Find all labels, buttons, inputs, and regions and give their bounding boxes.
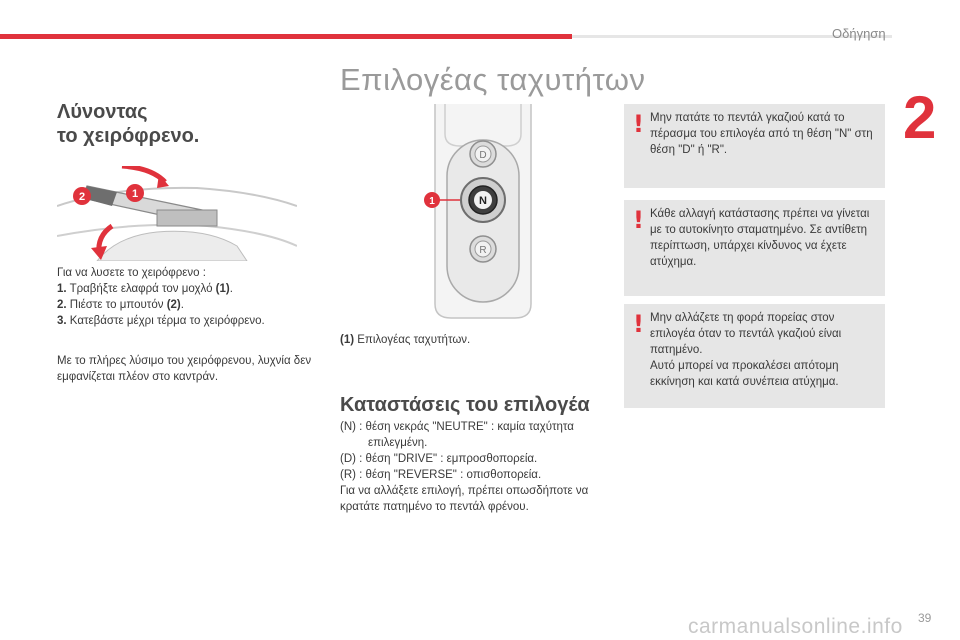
- positions-footer: Για να αλλάξετε επιλογή, πρέπει οπωσδήποτε να κρατάτε πατημένο το πεντάλ φρένου.: [340, 485, 589, 513]
- warning-box: [624, 104, 885, 188]
- step-number: 3.: [57, 315, 67, 327]
- warning-text: Μην πατάτε το πεντάλ γκαζιού κατά το πέρασμα του επιλογέα από τη θέση "N" στη θέση "D" ή "R".: [650, 112, 873, 156]
- warning-text: Κάθε αλλαγή κατάστασης πρέπει να γίνεται με το αυτοκίνητο σταματημένο. Σε αντίθετη περίπτωση, υπάρχει κίνδυνος να έχετε ατύχημα.: [650, 208, 870, 268]
- callout-1: 1: [131, 188, 139, 200]
- selector-label-n: N: [479, 195, 487, 207]
- caption-text: Επιλογέας ταχυτήτων.: [354, 334, 471, 346]
- callout-2: 2: [78, 191, 86, 203]
- step-item: [57, 313, 307, 329]
- release-instructions: [57, 265, 307, 329]
- chapter-number: 2: [903, 84, 937, 151]
- position-n-cont: επιλεγμένη.: [368, 437, 428, 449]
- position-d: (D) : θέση "DRIVE" : εμπροσθοπορεία.: [340, 453, 538, 465]
- selector-label-d: D: [479, 150, 487, 161]
- handbrake-illustration: [57, 166, 297, 261]
- warning-icon: !: [633, 110, 644, 138]
- selector-callout: 1: [429, 196, 435, 207]
- page-title: Επιλογέας ταχυτήτων: [340, 62, 646, 97]
- step-number: 1.: [57, 283, 67, 295]
- warning-icon: !: [633, 310, 644, 338]
- position-n: (N) : θέση νεκράς "NEUTRE" : καμία ταχύτητα: [340, 421, 574, 433]
- selector-label-r: R: [479, 245, 487, 256]
- step-item: [57, 281, 307, 297]
- watermark: carmanualsonline.info: [688, 615, 903, 638]
- release-heading-line1: Λύνοντας: [57, 101, 148, 123]
- caption-ref: (1): [340, 334, 355, 346]
- page-number: 39: [918, 611, 932, 625]
- step-end: .: [180, 299, 184, 311]
- warning-text: [650, 310, 880, 390]
- gear-selector-illustration: [415, 104, 550, 322]
- release-note: Με το πλήρες λύσιμο του χειρόφρενου, λυχνία δεν εμφανίζεται πλέον στο καντράν.: [57, 355, 312, 383]
- positions-heading: Καταστάσεις του επιλογέα: [340, 394, 590, 416]
- warning-text-line1: Μην αλλάζετε τη φορά πορείας στον επιλογέα όταν το πεντάλ γκαζιού είναι πατημένο.: [650, 312, 842, 356]
- warning-text-line2: Αυτό μπορεί να προκαλέσει απότομη εκκίνηση και κατά συνέπεια ατύχημα.: [650, 360, 839, 388]
- warning-icon: !: [633, 206, 644, 234]
- release-steps: [57, 281, 307, 329]
- step-ref: (1): [215, 283, 230, 295]
- step-number: 2.: [57, 299, 67, 311]
- step-ref: (2): [166, 299, 181, 311]
- gear-selector-drawing: [415, 104, 550, 322]
- step-text: Πιέστε το μπουτόν: [69, 299, 167, 311]
- step-text: Κατεβάστε μέχρι τέρμα το χειρόφρενο.: [69, 315, 265, 327]
- selector-caption: [340, 332, 590, 348]
- handbrake-drawing: [57, 166, 297, 261]
- step-item: [57, 297, 307, 313]
- release-intro: Για να λυσετε το χειρόφρενο :: [57, 267, 206, 279]
- header-accent-bar: [0, 34, 572, 39]
- release-heading: [57, 100, 257, 148]
- warning-box: [624, 200, 885, 296]
- warning-box: [624, 304, 885, 408]
- section-label: Οδήγηση: [832, 26, 886, 41]
- step-text: Τραβήξτε ελαφρά τον μοχλό: [69, 283, 216, 295]
- selector-positions: [340, 419, 615, 515]
- release-heading-line2: το χειρόφρενο.: [57, 125, 200, 147]
- position-r: (R) : θέση "REVERSE" : οπισθοπορεία.: [340, 469, 542, 481]
- step-end: .: [229, 283, 233, 295]
